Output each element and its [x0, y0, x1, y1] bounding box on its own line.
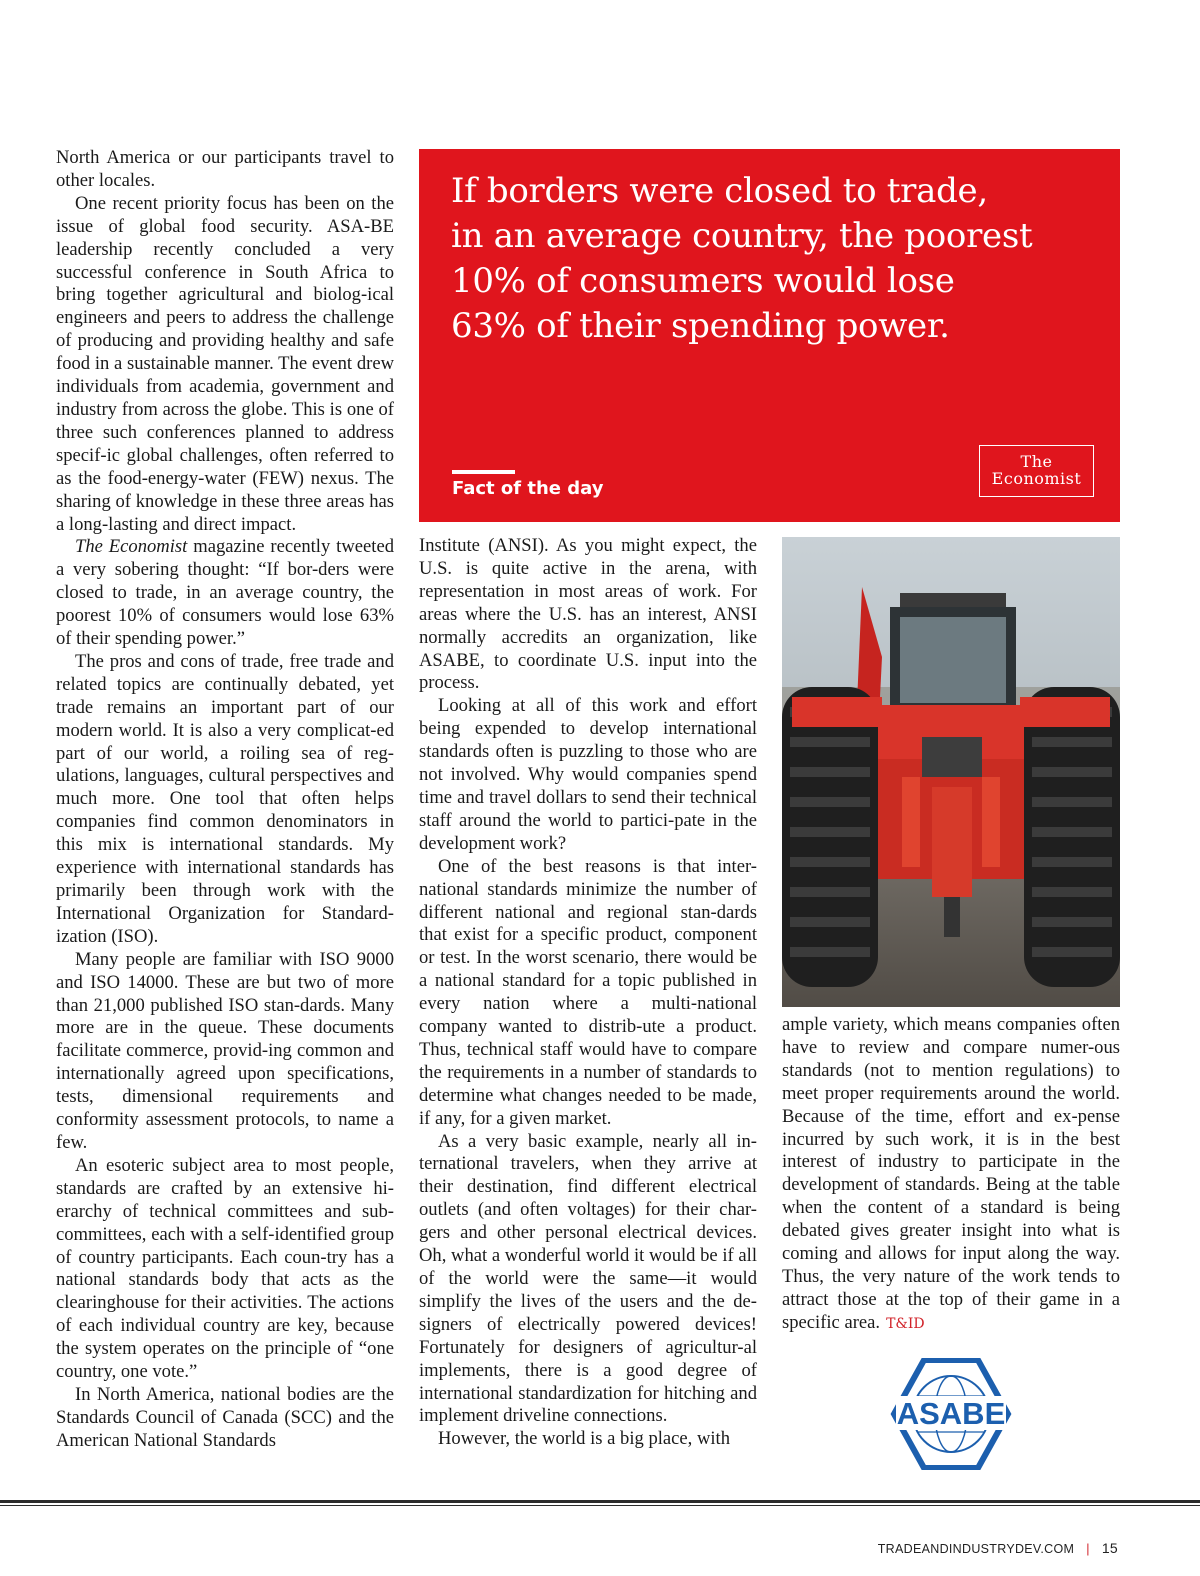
tractor-illustration [782, 537, 1120, 1007]
publication-name: The Economist [75, 536, 188, 558]
fact-quote [451, 169, 1071, 349]
footer-site-link[interactable]: TRADEANDINDUSTRYDEV.COM [877, 1542, 1075, 1556]
page-number: 15 [1101, 1540, 1118, 1556]
article-end-mark: T&ID [886, 1315, 925, 1332]
paragraph: North America or our participants travel to other locales. [56, 147, 394, 191]
paragraph: Many people are familiar with ISO 9000 and ISO 14000. These are but two of more than 21,000 published ISO stan-dards. Many more are in the queue. These documents facilitate commerce, provid-ing common and internationally agreed upon specifications, tests, dimensional requirements and conformity assessment protocols, to name a few. [56, 948, 394, 1153]
paragraph: In North America, national bodies are the Standards Council of Canada (SCC) and the American National Standards [56, 1383, 394, 1451]
paragraph [56, 536, 394, 651]
paragraph: The pros and cons of trade, free trade and related topics are continually debated, yet trade remains an important part of our modern world. It is also a very complicat-ed part of our world, a roiling sea of reg-ulations, languages, cultural perspectives and much more. One tool that often helps companies find common denominators in this mix is international standards. My experience with international standards has primarily been through work with the International Organization for Standard-ization (ISO). [56, 650, 394, 947]
paragraph-text: ample variety, which means companies often have to review and compare numer-ous standards (not to mention regulations) to meet proper requirements around the world. Because of the time, effort and ex-pense incurred by such work, it is in the best interest of industry to participate in the development of standards. Being at the table when the content of a standard is being debated gives greater insight into what is coming and allows for input along the way. Thus, the very nature of the work tends to attract those at the top of their game in a specific area. [782, 1014, 1120, 1333]
logo-text: Economist [991, 469, 1082, 488]
paragraph: An esoteric subject area to most people, standards are crafted by an extensive hi-erarchy of technical committees and sub-committees, each with a self-identified group of country participants. Each coun-try has a national standards body that acts as the clearinghouse for their activities. The actions of each individual country are key, because the system operates on the principle of “one country, one vote.” [56, 1154, 394, 1383]
paragraph: Institute (ANSI). As you might expect, the U.S. is quite active in the arena, with representation in most areas of work. For areas where the U.S. has an interest, ANSI normally accredits an organization, like ASABE, to coordinate U.S. input into the process. [419, 535, 757, 694]
logo-text: The [1020, 452, 1053, 471]
quote-line: in an average country, the poorest [451, 216, 1033, 256]
paragraph-text: magazine recently tweeted a very sobering thought: “If bor-ders were closed to trade, in an average country, the poorest 10% of consumers would lose 63% of their spending power.” [56, 536, 394, 650]
paragraph: Looking at all of this work and effort being expended to develop international standards often is puzzling to those who are not involved. Why would companies spend time and travel dollars to send their technical staff around the world to partici-pate in the development work? [419, 695, 757, 854]
tractor-photo [782, 537, 1120, 1007]
article-column-middle [419, 535, 757, 1451]
footer-rule [0, 1500, 1200, 1503]
footer-rule [0, 1505, 1200, 1506]
economist-logo [979, 445, 1094, 497]
quote-line: 10% of consumers would lose [451, 261, 955, 301]
page-footer [878, 1540, 1118, 1556]
asabe-logo [888, 1358, 1014, 1470]
quote-line: If borders were closed to trade, [451, 171, 988, 211]
paragraph: One recent priority focus has been on the issue of global food security. ASA-BE leadership recently concluded a very successful conference in South Africa to bring together agricultural and biolog-ical engineers and peers to address the challenge of producing and providing healthy and safe food in a sustainable manner. The event drew individuals from academia, government and industry from across the globe. This is one of three such conferences planned to address specif-ic global challenges, often referred to as the food-energy-water (FEW) nexus. The sharing of knowledge in these three areas has a long-lasting and direct impact. [56, 192, 394, 535]
footer-separator: | [1086, 1542, 1090, 1556]
article-column-right [782, 1014, 1120, 1336]
paragraph: As a very basic example, nearly all in-ternational travelers, when they arrive at their destination, find different electrical outlets (and often voltages) for their char-gers and other personal electrical devices. Oh, what a wonderful world it would be if all of the world were the same—it would simplify the lives of the users and the de-signers of electrically powered devices! Fortunately for designers of agricultur-al implements, there is a good degree of international standardization for hitching and implement driveline connections. [419, 1130, 757, 1427]
fact-label: Fact of the day [452, 478, 604, 499]
logo-text: ASABE [896, 1396, 1006, 1431]
label-rule [452, 470, 515, 474]
paragraph [782, 1014, 1120, 1336]
paragraph: However, the world is a big place, with [438, 1428, 731, 1450]
article-column-left [56, 147, 394, 1453]
fact-of-the-day-box [419, 149, 1120, 522]
quote-line: 63% of their spending power. [451, 306, 950, 346]
paragraph: One of the best reasons is that inter-national standards minimize the number of different national and regional stan-dards that exist for a specific product, component or test. In the worst scenario, there would be a national standard for a topic published in every nation where a multi-national company wanted to distrib-ute a product. Thus, technical staff would have to compare the requirements in a number of standards to determine what changes needed to be made, if any, for a given market. [419, 855, 757, 1129]
